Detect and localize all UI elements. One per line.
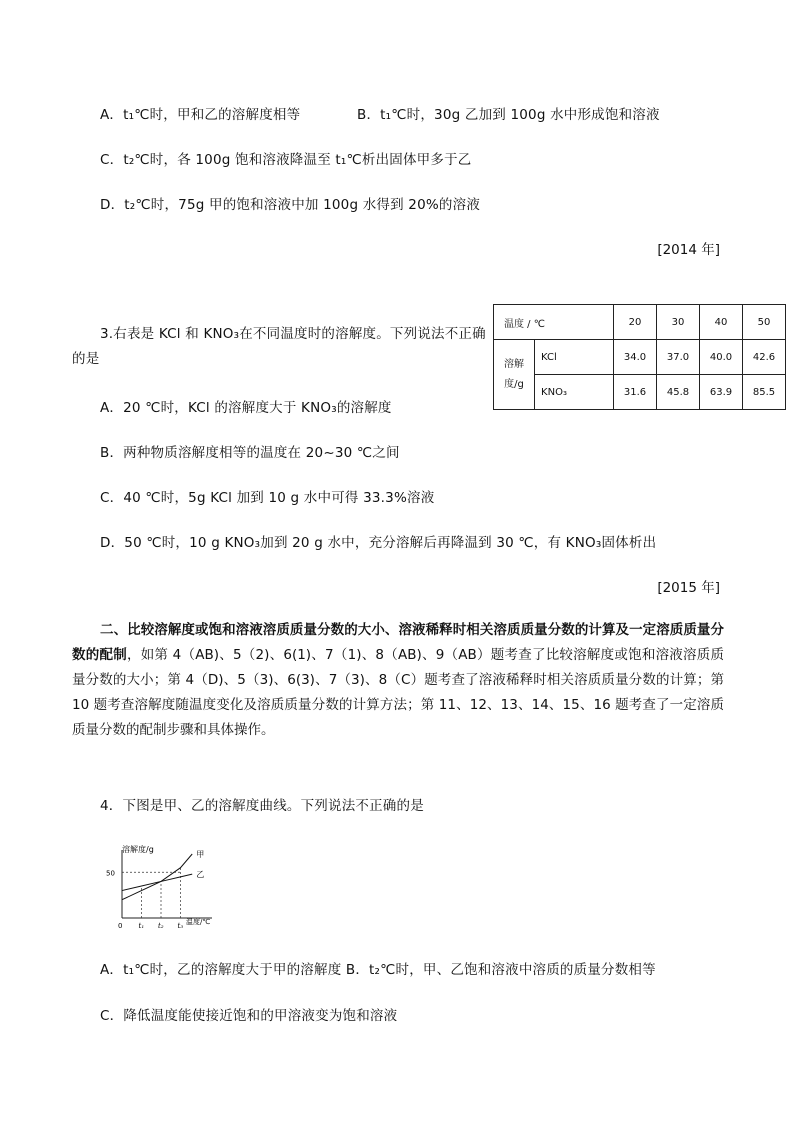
section-2-body: ，如第 4（AB)、5（2)、6(1)、7（1)、8（AB)、9（AB）题考查了比较溶解度或饱和溶液溶质质量分数的大小；第 4（D)、5（3)、6(3)、7（3)、8（C）题考查了溶液稀释时相关溶质质量分数的计算；第 10 题考查溶解度随温度变化及溶质质量分数的计算方法；第 11、12、13、14、15、16 题考查了一定溶质质量分数的配制步骤和具体操作。 (72, 647, 725, 738)
series-label: 乙 (196, 870, 205, 880)
y-tick-label: 50 (106, 869, 115, 878)
series-label: 甲 (196, 850, 205, 859)
table-cell: 85.5 (743, 375, 786, 410)
section-2-title: 二、比较溶解度或饱和溶液溶质质量分数的大小、溶液稀释时相关溶质质量分数的计算及一定溶质质量分数的配制 (72, 622, 724, 663)
q2-option-a: A．t₁℃时，甲和乙的溶解度相等 (100, 107, 301, 123)
q3-year: [2015 年] (657, 580, 720, 596)
q2-option-b: B．t₁℃时，30g 乙加到 100g 水中形成饱和溶液 (357, 107, 660, 123)
x-tick-label: t₁ (138, 922, 145, 930)
table-cell: 31.6 (614, 375, 657, 410)
q3-option-c: C．40 ℃时，5g KCl 加到 10 g 水中可得 33.3%溶液 (100, 490, 435, 506)
table-cell: 37.0 (657, 340, 700, 375)
table-cell: 42.6 (743, 340, 786, 375)
x-tick-label: t₃ (177, 922, 184, 930)
q3-option-a: A．20 ℃时，KCl 的溶解度大于 KNO₃的溶解度 (100, 400, 392, 416)
x-tick-label: t₂ (158, 922, 164, 930)
table-temp: 40 (700, 305, 743, 340)
table-cell: 40.0 (700, 340, 743, 375)
table-row-group: 溶解度/g (494, 340, 535, 410)
q3-option-d: D．50 ℃时，10 g KNO₃加到 20 g 水中，充分溶解后再降温到 30 ℃，有 KNO₃固体析出 (100, 535, 657, 551)
table-temp: 30 (657, 305, 700, 340)
solubility-table (493, 304, 786, 410)
section-2-paragraph (72, 618, 724, 743)
y-axis-label: 溶解度/g (122, 845, 154, 854)
q3-option-b: B．两种物质溶解度相等的温度在 20~30 ℃之间 (100, 445, 400, 461)
table-temp: 50 (743, 305, 786, 340)
table-temp: 20 (614, 305, 657, 340)
q4-option-ab: A．t₁℃时，乙的溶解度大于甲的溶解度 B．t₂℃时，甲、乙饱和溶液中溶质的质量分数相等 (100, 962, 656, 978)
q2-option-d: D．t₂℃时，75g 甲的饱和溶液中加 100g 水得到 20%的溶液 (100, 197, 481, 213)
q2-year: [2014 年] (657, 242, 720, 258)
solubility-curve-chart (100, 840, 220, 930)
table-row-name: KCl (535, 340, 614, 375)
q4-stem: 4．下图是甲、乙的溶解度曲线。下列说法不正确的是 (100, 798, 424, 814)
table-row-name: KNO₃ (535, 375, 614, 410)
x-axis-label: 温度/℃ (186, 918, 211, 926)
q3-stem-line1: 3.右表是 KCl 和 KNO₃在不同温度时的溶解度。下列说法不正确 (100, 326, 486, 342)
table-cell: 63.9 (700, 375, 743, 410)
q4-option-c: C．降低温度能使接近饱和的甲溶液变为饱和溶液 (100, 1008, 398, 1024)
table-header-temp: 温度 / ℃ (494, 305, 614, 340)
origin-label: 0 (118, 922, 123, 930)
q2-option-c: C．t₂℃时，各 100g 饱和溶液降温至 t₁℃析出固体甲多于乙 (100, 152, 472, 168)
table-cell: 34.0 (614, 340, 657, 375)
q3-stem-line2: 的是 (72, 351, 100, 367)
series-line-2 (122, 874, 192, 890)
table-cell: 45.8 (657, 375, 700, 410)
